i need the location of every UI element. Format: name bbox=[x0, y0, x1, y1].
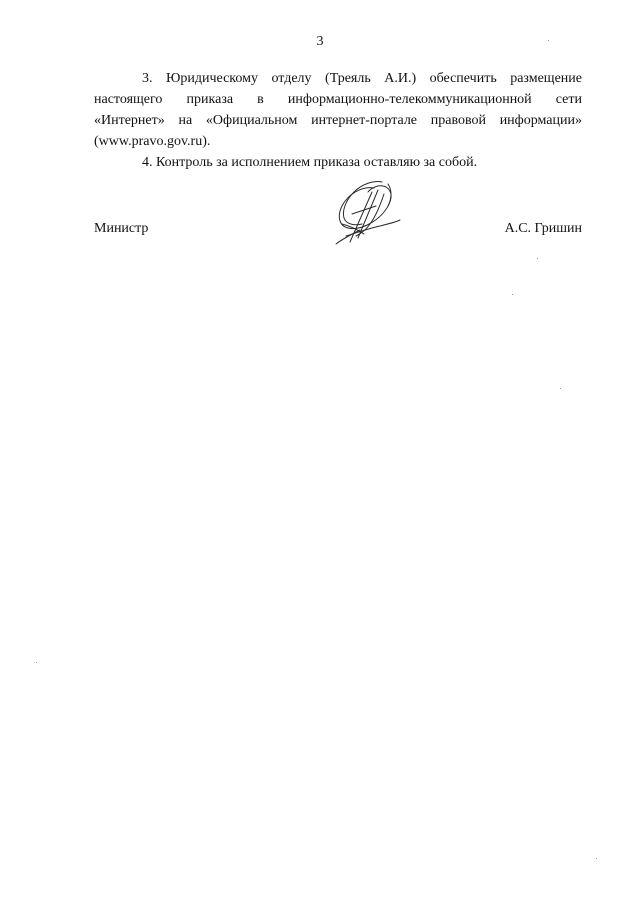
scan-speck bbox=[537, 258, 538, 259]
paragraph-3 bbox=[94, 68, 582, 152]
paragraph-line: (www.pravo.gov.ru). bbox=[94, 134, 211, 149]
scan-speck bbox=[560, 388, 561, 389]
paragraph-line: настоящего приказа в информационно-телекоммуникационной сети bbox=[94, 92, 582, 107]
scan-speck bbox=[36, 662, 37, 663]
body-text bbox=[94, 68, 582, 173]
scan-speck bbox=[548, 40, 549, 41]
signer-position: Министр bbox=[94, 221, 149, 236]
handwritten-signature bbox=[322, 176, 412, 252]
scan-speck bbox=[596, 858, 597, 859]
paragraph-4 bbox=[94, 152, 582, 173]
paragraph-line: 3. Юридическому отделу (Трeяль А.И.) обеспечить размещение bbox=[142, 71, 582, 86]
paragraph-line: 4. Контроль за исполнением приказа оставляю за собой. bbox=[142, 155, 478, 170]
page-number: 3 bbox=[316, 34, 324, 49]
scan-speck bbox=[512, 294, 513, 295]
signature-row bbox=[94, 219, 582, 239]
paragraph-line: «Интернет» на «Официальном интернет-портале правовой информации» bbox=[94, 113, 582, 128]
signer-name: А.С. Гришин bbox=[504, 221, 582, 236]
